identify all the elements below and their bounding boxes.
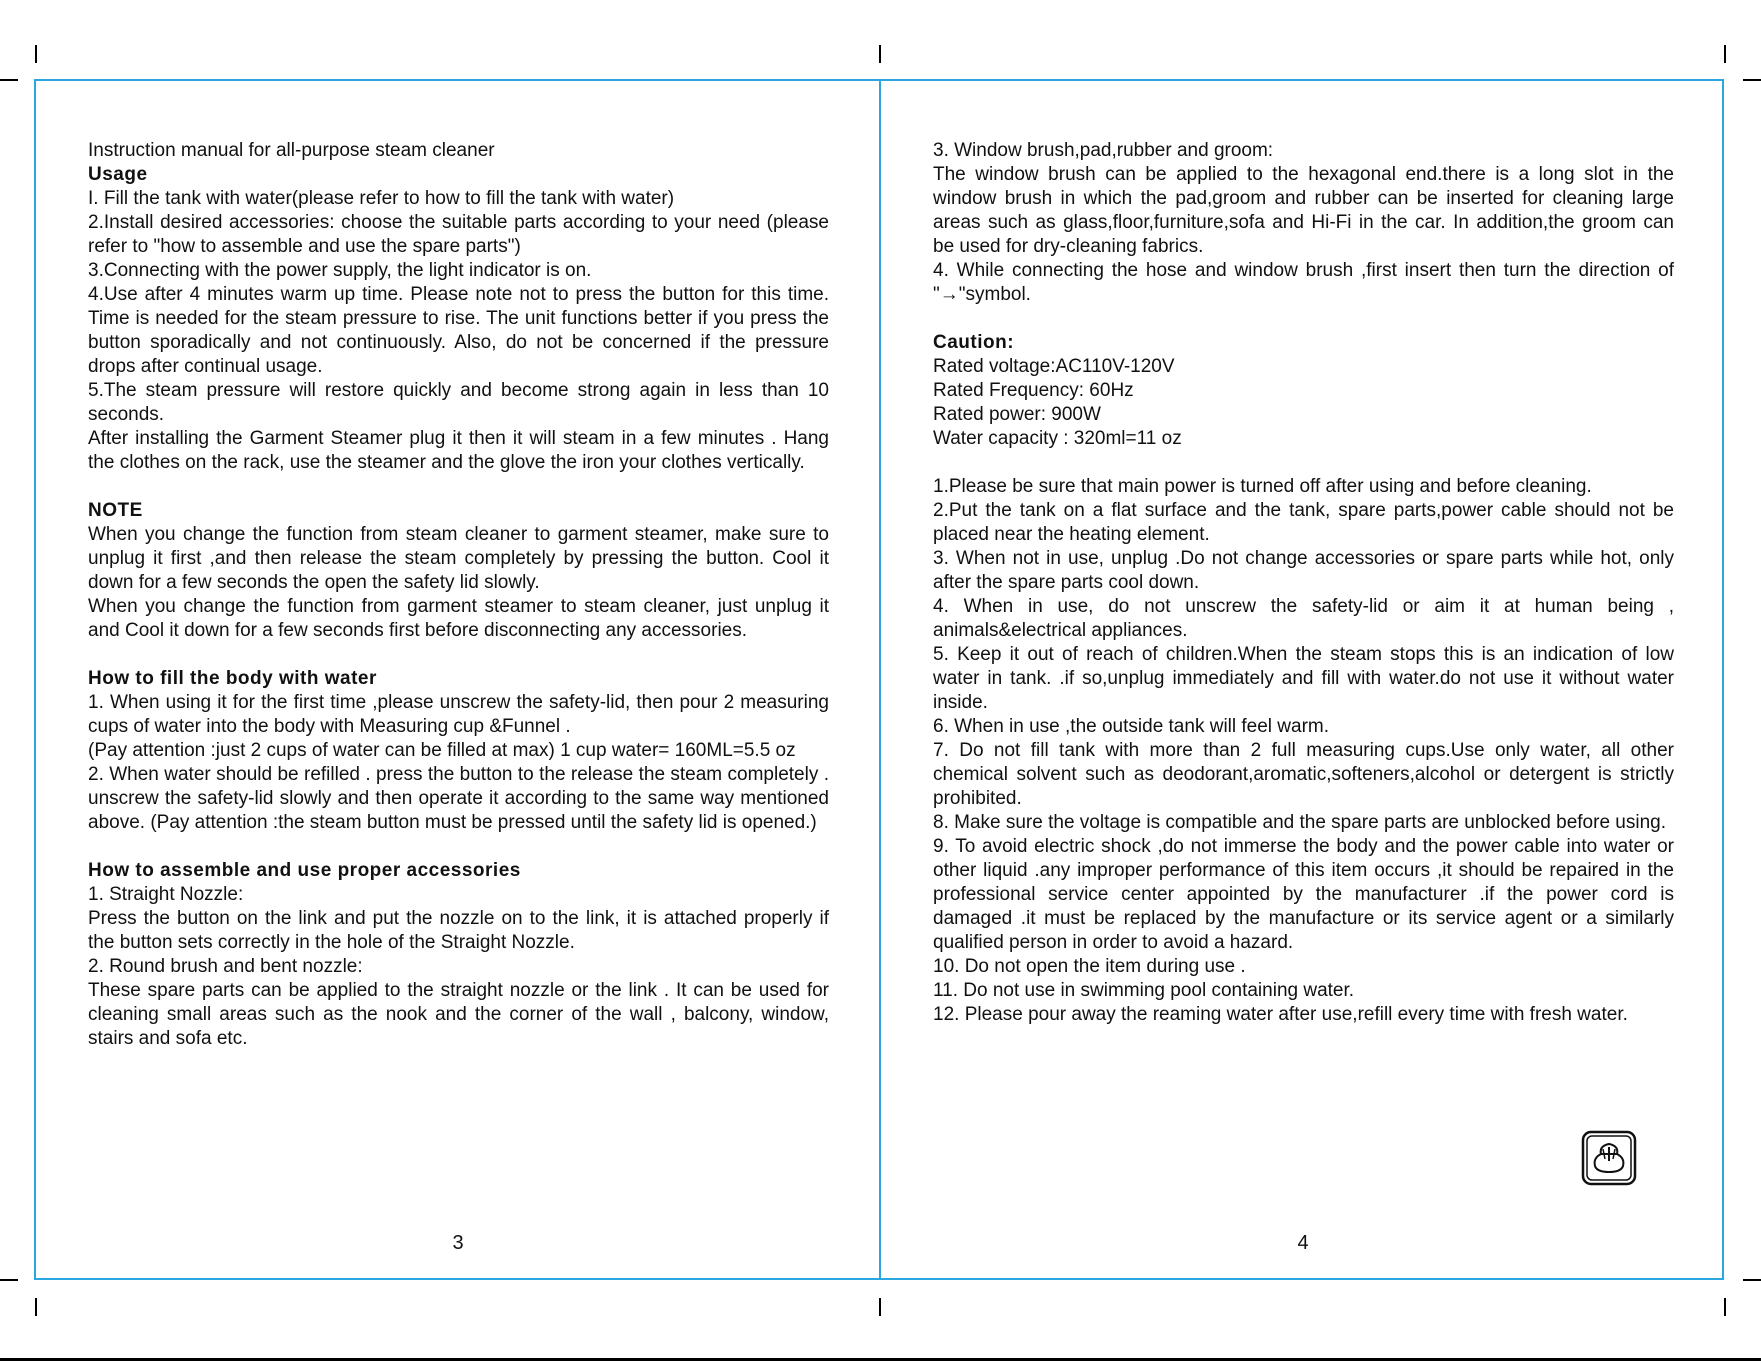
usage-item: 3.Connecting with the power supply, the light indicator is on. bbox=[88, 260, 592, 281]
assemble-item: These spare parts can be applied to the straight nozzle or the link . It can be used for cleaning small areas such as the nook and the corner of the wall , balcony, window, stairs and sofa etc. bbox=[88, 980, 829, 1049]
caution-item: 9. To avoid electric shock ,do not immerse the body and the power cable into water or other liquid .any improper performance of this item occurs ,it should be repaired in the professional service center appointed by the manufacturer .if the power cord is damaged .it must be replaced by the manufacture or its service agent or a similarly qualified person in order to avoid a hazard. bbox=[933, 836, 1674, 953]
left-page-content bbox=[88, 139, 829, 1051]
caution-item: 11. Do not use in swimming pool containing water. bbox=[933, 980, 1355, 1001]
caution-heading: Caution: bbox=[933, 332, 1015, 353]
crop-mark bbox=[1743, 79, 1761, 81]
manual-title: Instruction manual for all-purpose steam cleaner bbox=[88, 140, 495, 161]
caution-item: 4. When in use, do not unscrew the safety-lid or aim it at human being , animals&electrical appliances. bbox=[933, 596, 1674, 641]
crop-mark bbox=[1743, 1279, 1761, 1281]
caution-item: 6. When in use ,the outside tank will feel warm. bbox=[933, 716, 1330, 737]
usage-item: After installing the Garment Steamer plug it then it will steam in a few minutes . Hang the clothes on the rack, use the steamer and the glove the iron your clothes vertically. bbox=[88, 428, 829, 473]
crop-mark bbox=[35, 1298, 37, 1316]
right-page-content bbox=[933, 139, 1674, 1027]
fill-item: 1. When using it for the first time ,please unscrew the safety-lid, then pour 2 measuring cups of water into the body with Measuring cup &Funnel . bbox=[88, 692, 829, 737]
usage-heading: Usage bbox=[88, 164, 148, 185]
assemble-item: 1. Straight Nozzle: bbox=[88, 884, 244, 905]
center-fold-line bbox=[879, 79, 881, 1280]
spacer bbox=[88, 835, 829, 859]
spacer bbox=[88, 475, 829, 499]
spec-item: Rated voltage:AC110V-120V bbox=[933, 356, 1175, 377]
assemble-item: 2. Round brush and bent nozzle: bbox=[88, 956, 363, 977]
caution-item: 7. Do not fill tank with more than 2 full measuring cups.Use only water, all other chemical solvent such as deodorant,aromatic,softeners,alcohol or detergent is strictly prohibited. bbox=[933, 740, 1674, 809]
assemble-item: Press the button on the link and put the nozzle on to the link, it is attached properly if the button sets correctly in the hole of the Straight Nozzle. bbox=[88, 908, 829, 953]
fill-item: (Pay attention :just 2 cups of water can be filled at max) 1 cup water= 160ML=5.5 oz bbox=[88, 740, 796, 761]
fill-heading: How to fill the body with water bbox=[88, 668, 377, 689]
spacer bbox=[88, 643, 829, 667]
note-item: When you change the function from garment steamer to steam cleaner, just unplug it and Cool it down for a few seconds first before disconnecting any accessories. bbox=[88, 596, 829, 641]
assemble-heading: How to assemble and use proper accessories bbox=[88, 860, 521, 881]
crop-mark bbox=[0, 1279, 18, 1281]
usage-item: 4.Use after 4 minutes warm up time. Please note not to press the button for this time. Time is needed for the steam pressure to rise. The unit functions better if you press the button sporadically and not continuously. Also, do not be concerned if the pressure drops after continual usage. bbox=[88, 284, 829, 377]
steam-symbol-icon bbox=[1581, 1130, 1637, 1186]
fill-item: 2. When water should be refilled . press the button to the release the steam completely . unscrew the safety-lid slowly and then operate it according to the same way mentioned above. (Pay attention :the steam button must be pressed until the safety lid is opened.) bbox=[88, 764, 829, 833]
caution-item: 3. When not in use, unplug .Do not change accessories or spare parts while hot, only after the spare parts cool down. bbox=[933, 548, 1674, 593]
crop-mark bbox=[0, 79, 18, 81]
spec-item: Rated Frequency: 60Hz bbox=[933, 380, 1134, 401]
crop-mark bbox=[879, 45, 881, 63]
spec-item: Rated power: 900W bbox=[933, 404, 1101, 425]
spacer bbox=[933, 451, 1674, 475]
page-number-right: 4 bbox=[1297, 1232, 1309, 1254]
spacer bbox=[933, 307, 1674, 331]
crop-mark bbox=[879, 1298, 881, 1316]
note-heading: NOTE bbox=[88, 500, 143, 521]
page-number-left: 3 bbox=[452, 1232, 464, 1254]
caution-item: 2.Put the tank on a flat surface and the tank, spare parts,power cable should not be placed near the heating element. bbox=[933, 500, 1674, 545]
note-item: When you change the function from steam cleaner to garment steamer, make sure to unplug it first ,and then release the steam completely by pressing the button. Cool it down for a few seconds the open the safety lid slowly. bbox=[88, 524, 829, 593]
caution-item: 12. Please pour away the reaming water after use,refill every time with fresh water. bbox=[933, 1004, 1628, 1025]
accessory-item: 4. While connecting the hose and window brush ,first insert then turn the direction of "→"symbol. bbox=[933, 260, 1674, 305]
usage-item: I. Fill the tank with water(please refer to how to fill the tank with water) bbox=[88, 188, 675, 209]
crop-mark bbox=[1724, 45, 1726, 63]
caution-item: 1.Please be sure that main power is turned off after using and before cleaning. bbox=[933, 476, 1592, 497]
accessory-item: 3. Window brush,pad,rubber and groom: bbox=[933, 140, 1274, 161]
spec-item: Water capacity : 320ml=11 oz bbox=[933, 428, 1182, 449]
caution-item: 5. Keep it out of reach of children.When the steam stops this is an indication of low water in tank. .if so,unplug immediately and fill with water.do not use it without water inside. bbox=[933, 644, 1674, 713]
crop-mark bbox=[1724, 1298, 1726, 1316]
accessory-item: The window brush can be applied to the hexagonal end.there is a long slot in the window brush in which the pad,groom and rubber can be inserted for cleaning large areas such as glass,floor,furniture,sofa and Hi-Fi in the car. In addition,the groom can be used for dry-cleaning fabrics. bbox=[933, 164, 1674, 257]
caution-item: 10. Do not open the item during use . bbox=[933, 956, 1246, 977]
usage-item: 2.Install desired accessories: choose the suitable parts according to your need (please refer to "how to assemble and use the spare parts") bbox=[88, 212, 829, 257]
crop-mark bbox=[35, 45, 37, 63]
caution-item: 8. Make sure the voltage is compatible and the spare parts are unblocked before using. bbox=[933, 812, 1666, 833]
usage-item: 5.The steam pressure will restore quickly and become strong again in less than 10 seconds. bbox=[88, 380, 829, 425]
